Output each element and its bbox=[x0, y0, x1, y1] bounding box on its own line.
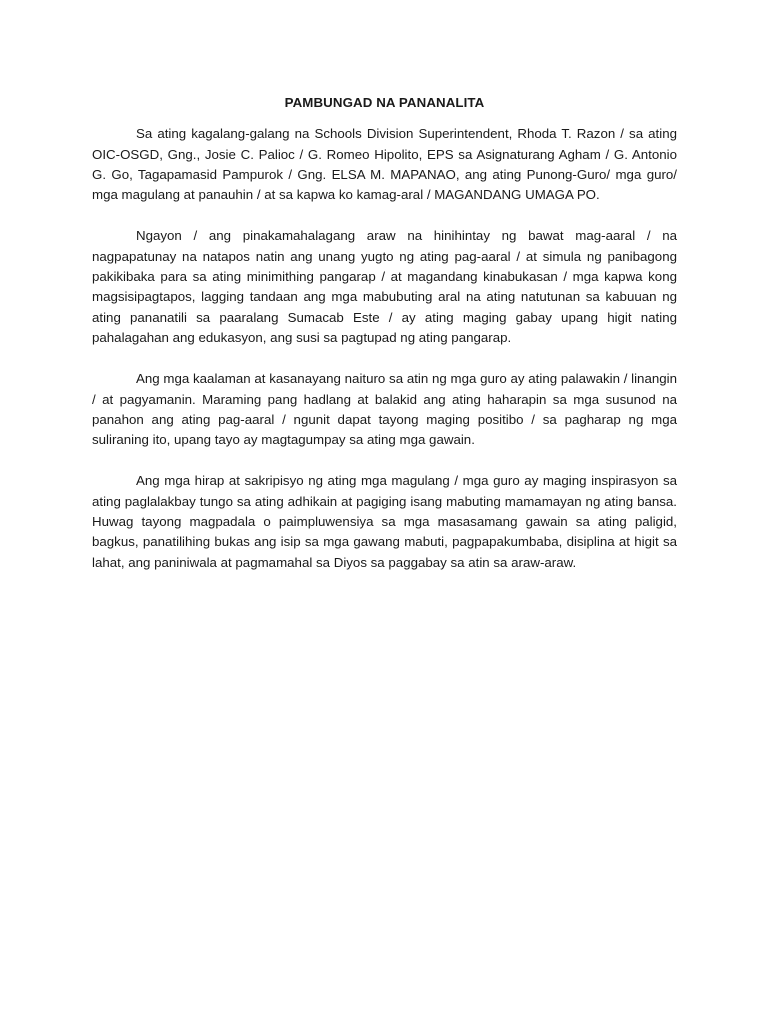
paragraph-today: Ngayon / ang pinakamahalagang araw na hinihintay ng bawat mag-aaral / na nagpapatunay na natapos natin ang unang yugto ng ating pag-aaral / at simula ng panibagong pakikibaka para sa ating minimithing pangarap / at magandang kinabukasan / mga kapwa kong magsisipagtapos, lagging tandaan ang mga mabubuting aral na ating natutunan sa kabuuan ng ating pananatili sa paaralang Sumacab Este / ay ating maging gabay upang higit nating pahalagahan ang edukasyon, ang susi sa pagtupad ng ating pangarap. bbox=[92, 228, 677, 345]
paragraph-knowledge: Ang mga kaalaman at kasanayang naituro sa atin ng mga guro ay ating palawakin / linangin / at pagyamanin. Maraming pang hadlang at balakid ang ating haharapin sa mga susunod na panahon ang ating pag-aaral / ngunit dapat tayong maging positibo / sa pagharap ng mga suliraning ito, upang tayo ay magtagumpay sa ating mga gawain. bbox=[92, 371, 677, 448]
paragraph-greeting: Sa ating kagalang-galang na Schools Division Superintendent, Rhoda T. Razon / sa ating OIC-OSGD, Gng., Josie C. Palioc / G. Romeo Hipolito, EPS sa Asignaturang Agham / G. Antonio G. Go, Tagapamasid Pampurok / Gng. ELSA M. MAPANAO, ang ating Punong-Guro/ mga guro/ mga magulang at panauhin / at sa kapwa ko kamag-aral / MAGANDANG UMAGA PO. bbox=[92, 126, 677, 203]
document-page bbox=[92, 93, 677, 594]
paragraph-sacrifice: Ang mga hirap at sakripisyo ng ating mga magulang / mga guro ay maging inspirasyon sa ating paglalakbay tungo sa ating adhikain at pagiging isang mabuting mamamayan ng ating bansa. Huwag tayong magpadala o paimpluwensiya sa mga masasamang gawain sa ating paligid, bagkus, panatilihing bukas ang isip sa mga gawang mabuti, pagpapakumbaba, disiplina at higit sa lahat, ang paniniwala at pagmamahal sa Diyos sa paggabay sa atin sa araw-araw. bbox=[92, 473, 677, 570]
document-title: PAMBUNGAD NA PANANALITA bbox=[284, 95, 485, 110]
